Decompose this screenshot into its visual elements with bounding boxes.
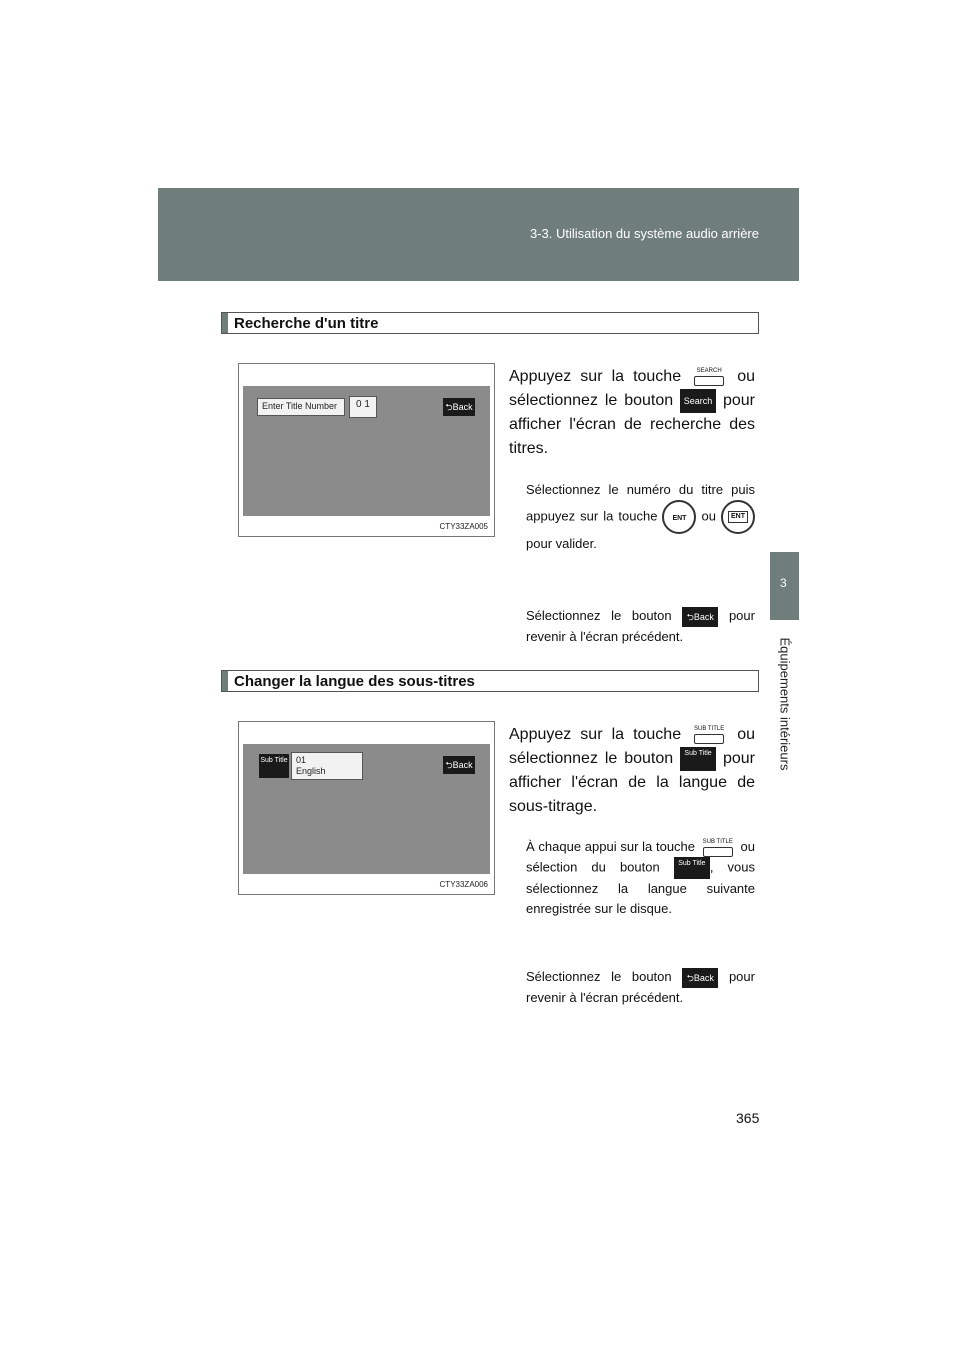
note-back: Sélectionnez le bouton ⮌Back pour revenir à l'écran précédent. xyxy=(526,969,755,1005)
search-button-icon: Search xyxy=(680,389,716,413)
instruction-search: Appuyez sur la touche SEARCH ou sélectionnez le bouton Search pour afficher l'écran de recherche des titres. xyxy=(509,368,755,458)
note-select-title: Sélectionnez le numéro du titre puis appuyez sur la touche ENT ou ENT pour valider. xyxy=(526,482,755,551)
screenshot-title-search xyxy=(238,363,495,537)
title-number-field: Enter Title Number xyxy=(257,398,345,416)
search-key-icon: SEARCH xyxy=(690,367,728,386)
instruction-subtitle: Appuyez sur la touche SUB TITLE ou sélectionnez le bouton Sub Title pour afficher l'écran de la langue de sous-titrage. xyxy=(509,726,755,816)
display-screen xyxy=(243,744,490,874)
page-number: 365 xyxy=(736,1110,760,1126)
subtitle-button-icon: Sub Title xyxy=(674,857,710,879)
back-button-icon: ⮌Back xyxy=(682,968,718,988)
chapter-side-label: Équipements intérieurs xyxy=(777,637,792,771)
ent-dpad-icon: ENT xyxy=(721,500,755,534)
chapter-number: 3 xyxy=(780,576,787,590)
ent-dial-icon: ENT xyxy=(662,500,696,534)
screenshot-subtitle xyxy=(238,721,495,895)
page-header xyxy=(158,188,799,281)
note-next-language: À chaque appui sur la touche SUB TITLE ou sélection du bouton Sub Title , vous sélectionnez la langue suivante enregistrée sur le disque. xyxy=(526,839,755,917)
subtitle-key-icon: SUB TITLE xyxy=(699,838,737,857)
subtitle-key-icon: SUB TITLE xyxy=(690,725,728,744)
subtitle-tag: Sub Title xyxy=(259,754,289,778)
note-back: Sélectionnez le bouton ⮌Back pour revenir à l'écran précédent. xyxy=(526,608,755,644)
back-button-icon: ⮌Back xyxy=(682,607,718,627)
display-screen xyxy=(243,386,490,516)
subtitle-language-field: 01 English xyxy=(291,752,363,780)
title-number-value: 0 1 xyxy=(349,396,377,418)
section-title-search: Recherche d'un titre xyxy=(221,312,759,334)
breadcrumb: 3-3. Utilisation du système audio arrière xyxy=(529,226,759,241)
back-button-display: ⮌Back xyxy=(443,398,475,416)
figure-code: CTY33ZA006 xyxy=(439,880,488,889)
figure-code: CTY33ZA005 xyxy=(439,522,488,531)
back-button-display: ⮌Back xyxy=(443,756,475,774)
section-title-subtitle: Changer la langue des sous-titres xyxy=(221,670,759,692)
subtitle-button-icon: Sub Title xyxy=(680,747,716,771)
